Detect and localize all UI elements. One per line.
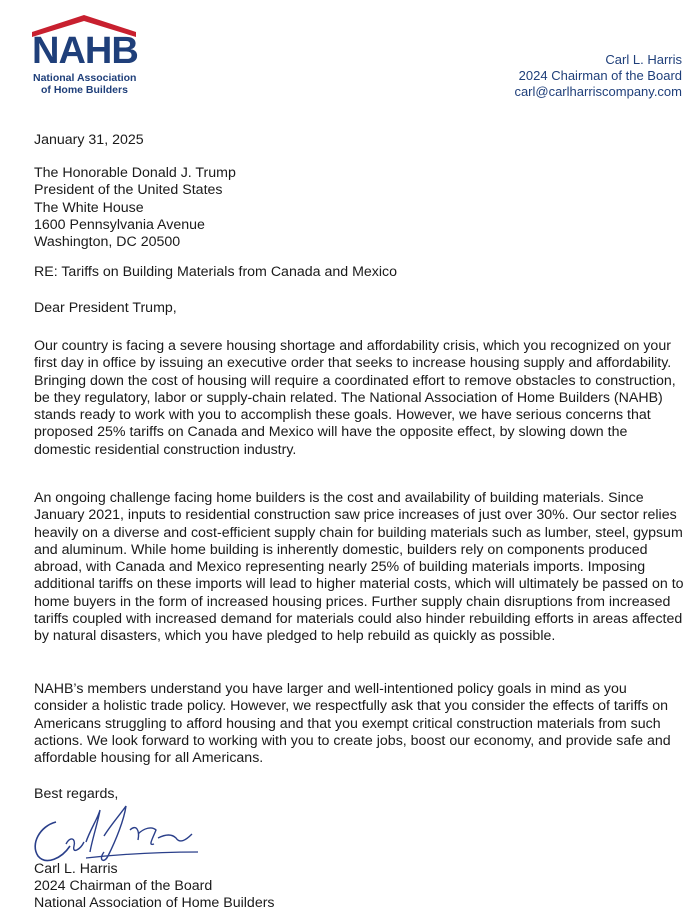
- recipient-line: President of the United States: [34, 182, 223, 199]
- signature-block: [34, 861, 684, 912]
- letter-date: January 31, 2025: [34, 132, 144, 148]
- recipient-line: Washington, DC 20500: [34, 234, 181, 251]
- recipient-address: [34, 165, 684, 251]
- logo-subtitle: National Association of Home Builders: [33, 72, 137, 96]
- body-paragraph: NAHB’s members understand you have larger and well-intentioned policy goals in mind as you consider a holistic trade policy. However, we respectfully ask that you consider the effects of tariffs on Americans struggling to afford housing and that you exempt critical construction materials from such actions. We look forward to working with you to create jobs, boost our economy, and provide safe and affordable housing for all Americans.: [34, 681, 671, 767]
- sender-block: [514, 52, 682, 100]
- body-paragraph: An ongoing challenge facing home builders is the cost and availability of building materials. Since January 2021, inputs to residential construction saw price increases of just over 30%. Our sector relies heavily on a diverse and cost-efficient supply chain for building materials such as lumber, steel, gypsum and aluminum. While home building is inherently domestic, builders rely on components produced abroad, with Canada and Mexico representing nearly 25% of building materials imports. Imposing additional tariffs on these imports will lead to higher material costs, which will ultimately be passed on to home buyers in the form of increased housing prices. Further supply chain disruptions from increased tariffs coupled with increased demand for materials could also hinder rebuilding efforts in areas affected by natural disasters, which you have pledged to help rebuild as quickly as possible.: [34, 490, 684, 645]
- salutation: Dear President Trump,: [34, 300, 177, 316]
- body-paragraph: Our country is facing a severe housing shortage and affordability crisis, which you recognized on your first day in office by issuing an executive order that seeks to increase housing supply and affordability. Bringing down the cost of housing will require a coordinated effort to remove obstacles to construction, be they regulatory, labor or supply-chain related. The National Association of Home Builders (NAHB) stands ready to work with you to accomplish these goals. However, we have serious concerns that proposed 25% tariffs on Canada and Mexico will have the opposite effect, by slowing down the domestic residential construction industry.: [34, 338, 676, 458]
- logo-wordmark: NAHB: [32, 30, 138, 72]
- recipient-line: The White House: [34, 199, 144, 216]
- signer-name: Carl L. Harris: [34, 861, 118, 877]
- nahb-logo: [32, 14, 144, 98]
- subject-line: RE: Tariffs on Building Materials from Canada and Mexico: [34, 264, 398, 280]
- closing: Best regards,: [34, 786, 119, 802]
- sender-title: 2024 Chairman of the Board: [518, 68, 682, 83]
- recipient-line: The Honorable Donald J. Trump: [34, 165, 236, 181]
- sender-name: Carl L. Harris: [605, 52, 682, 67]
- handwritten-signature: [26, 800, 216, 870]
- signer-title: 2024 Chairman of the Board: [34, 878, 213, 894]
- signer-org: National Association of Home Builders: [34, 895, 275, 911]
- sender-email: carl@carlharriscompany.com: [514, 84, 682, 99]
- recipient-line: 1600 Pennsylvania Avenue: [34, 216, 205, 233]
